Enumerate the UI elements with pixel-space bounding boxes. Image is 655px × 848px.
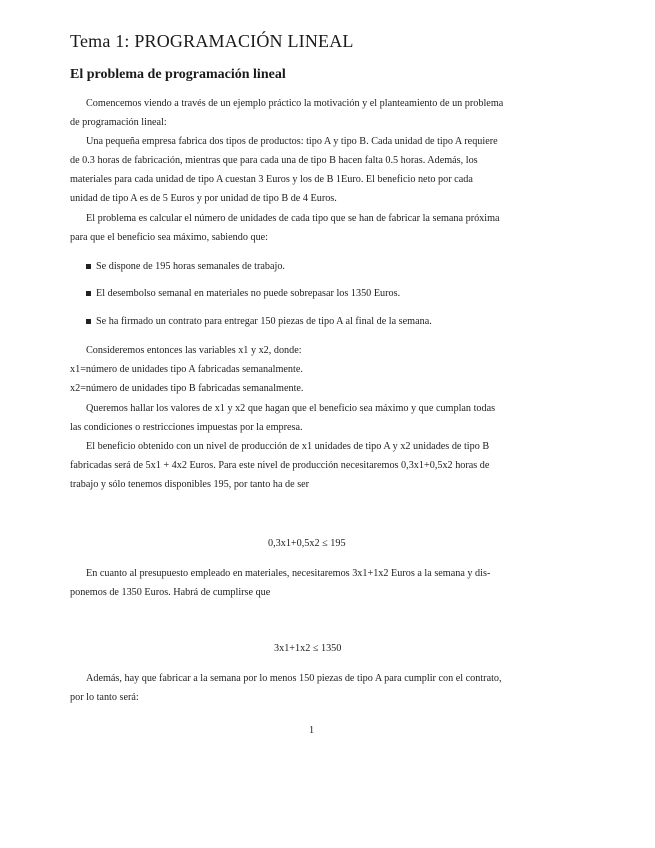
paragraph-line: fabricadas será de 5x1 + 4x2 Euros. Para este nivel de producción necesitaremos 0,3x1+0,5x2 horas de xyxy=(70,460,490,471)
document-title: Tema 1: PROGRAMACIÓN LINEAL xyxy=(70,31,354,51)
list-item: El desembolso semanal en materiales no puede sobrepasar los 1350 Euros. xyxy=(96,288,401,299)
list-item: Se ha firmado un contrato para entregar 150 piezas de tipo A al final de la semana. xyxy=(96,316,432,327)
paragraph-line: unidad de tipo A es de 5 Euros y por unidad de tipo B de 4 Euros. xyxy=(70,193,337,204)
paragraph-line: Queremos hallar los valores de x1 y x2 que hagan que el beneficio sea máximo y que cumplan todas xyxy=(86,403,496,414)
bullet-marker xyxy=(86,291,91,296)
paragraph-line: En cuanto al presupuesto empleado en materiales, necesitaremos 3x1+1x2 Euros a la semana y dis- xyxy=(86,568,491,579)
paragraph-line: por lo tanto será: xyxy=(70,692,139,703)
paragraph-line: Además, hay que fabricar a la semana por lo menos 150 piezas de tipo A para cumplir con el contrato, xyxy=(86,673,502,684)
paragraph-line: para que el beneficio sea máximo, sabiendo que: xyxy=(70,232,269,243)
paragraph-line: trabajo y sólo tenemos disponibles 195, por tanto ha de ser xyxy=(70,479,310,490)
paragraph-line: materiales para cada unidad de tipo A cuestan 3 Euros y los de B 1Euro. El beneficio neto por cada xyxy=(70,174,473,185)
bullet-marker xyxy=(86,264,91,269)
section-heading: El problema de programación lineal xyxy=(70,67,286,82)
paragraph-line: ponemos de 1350 Euros. Habrá de cumplirse que xyxy=(70,587,271,598)
paragraph-line: El beneficio obtenido con un nivel de producción de x1 unidades de tipo A y x2 unidades de tipo B xyxy=(86,441,490,452)
paragraph-line: Consideremos entonces las variables x1 y x2, donde: xyxy=(86,345,302,356)
list-item: Se dispone de 195 horas semanales de trabajo. xyxy=(96,261,285,272)
paragraph-line: x1=número de unidades tipo A fabricadas semanalmente. xyxy=(70,364,303,375)
paragraph-line: Una pequeña empresa fabrica dos tipos de productos: tipo A y tipo B. Cada unidad de tipo A requiere xyxy=(86,136,498,147)
paragraph-line: x2=número de unidades tipo B fabricadas semanalmente. xyxy=(70,383,304,394)
paragraph-line: Comencemos viendo a través de un ejemplo práctico la motivación y el planteamiento de un problema xyxy=(86,98,504,109)
equation-materials: 3x1+1x2 ≤ 1350 xyxy=(274,643,342,654)
bullet-marker xyxy=(86,319,91,324)
paragraph-line: de programación lineal: xyxy=(70,117,167,128)
paragraph-line: las condiciones o restricciones impuestas por la empresa. xyxy=(70,422,303,433)
paragraph-line: El problema es calcular el número de unidades de cada tipo que se han de fabricar la semana próxima xyxy=(86,213,500,224)
page-number: 1 xyxy=(309,725,315,736)
paragraph-line: de 0.3 horas de fabricación, mientras que para cada una de tipo B hacen falta 0.5 horas. Además, los xyxy=(70,155,478,166)
equation-hours: 0,3x1+0,5x2 ≤ 195 xyxy=(268,538,346,549)
